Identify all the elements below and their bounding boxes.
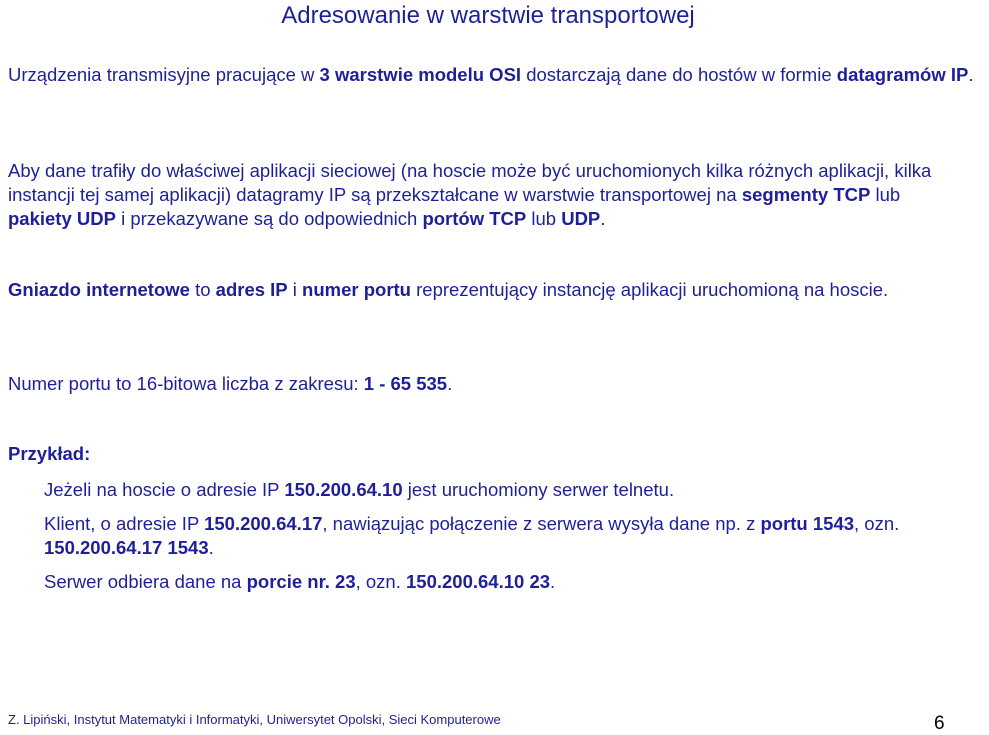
page-number: 6 (934, 713, 945, 734)
example-heading: Przykład: (8, 443, 91, 464)
paragraph-osi: Urządzenia transmisyjne pracujące w 3 warstwie modelu OSI dostarczają dane do hostów w formie datagramów IP. (8, 64, 974, 85)
paragraph-transport: Aby dane trafiły do właściwej aplikacji sieciowej (na hoscie może być uruchomionych kilka różnych aplikacji, kilka instancji tej samej aplikacji) datagramy IP są przekształcane w warstwie transportowej na segmenty TCP lub pakiety UDP i przekazywane są do odpowiednich portów TCP lub UDP. (8, 160, 932, 229)
example-telnet-server: Jeżeli na hoscie o adresie IP 150.200.64.10 jest uruchomiony serwer telnetu. (44, 479, 675, 500)
paragraph-port-range: Numer portu to 16-bitowa liczba z zakresu: 1 - 65 535. (8, 373, 453, 394)
paragraph-socket: Gniazdo internetowe to adres IP i numer portu reprezentujący instancję aplikacji uruchomioną na hoscie. (8, 279, 889, 300)
footer-credit: Z. Lipiński, Instytut Matematyki i Informatyki, Uniwersytet Opolski, Sieci Komputerowe (8, 712, 501, 727)
example-client: Klient, o adresie IP 150.200.64.17, nawiązując połączenie z serwera wysyła dane np. z portu 1543, ozn. 150.200.64.17 1543. (44, 513, 900, 558)
example-server-receive: Serwer odbiera dane na porcie nr. 23, ozn. 150.200.64.10 23. (44, 571, 556, 592)
slide-title: Adresowanie w warstwie transportowej (281, 2, 695, 29)
